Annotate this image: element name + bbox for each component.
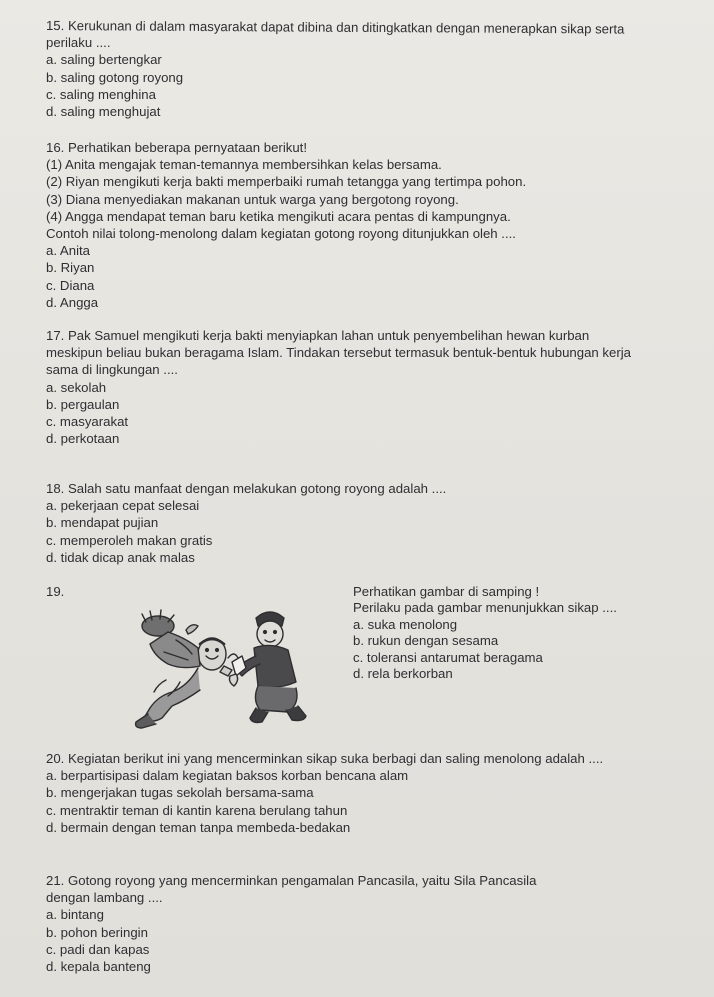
helping-illustration (128, 596, 328, 736)
question-15-option-d: d. saling menghujat (46, 104, 161, 120)
question-19-option-b: b. rukun dengan sesama (353, 633, 499, 649)
question-19-option-c: c. toleransi antarumat beragama (353, 649, 543, 665)
question-19-option-a: a. suka menolong (353, 616, 458, 632)
question-19-instruction: Perhatikan gambar di samping ! (353, 584, 540, 599)
question-16-statement-1: (1) Anita mengajak teman-temannya membersihkan kelas bersama. (46, 157, 442, 173)
question-20-stem: 20. Kegiatan berikut ini yang mencerminkan sikap suka berbagi dan saling menolong adalah .... (46, 751, 604, 766)
question-16 (46, 139, 526, 311)
question-16-statement-2: (2) Riyan mengikuti kerja bakti memperbaiki rumah tetangga yang tertimpa pohon. (46, 174, 527, 190)
question-15-stem-line-2: perilaku .... (46, 35, 111, 51)
question-17-stem-line-1: 17. Pak Samuel mengikuti kerja bakti menyiapkan lahan untuk penyembelihan hewan kurban (46, 328, 590, 343)
question-17-stem-line-2: meskipun beliau bukan beragama Islam. Tindakan tersebut termasuk bentuk-bentuk hubungan kerja (46, 345, 632, 361)
question-21-option-c: c. padi dan kapas (46, 941, 150, 957)
question-16-option-a: a. Anita (46, 243, 90, 259)
question-15-option-b: b. saling gotong royong (46, 69, 184, 85)
question-21-stem-line-1: 21. Gotong royong yang mencerminkan pengamalan Pancasila, yaitu Sila Pancasila (46, 873, 537, 888)
question-16-statement-3: (3) Diana menyediakan makanan untuk warga yang bergotong royong. (46, 191, 459, 207)
question-16-option-d: d. Angga (46, 294, 99, 310)
question-19-option-d: d. rela berkorban (353, 666, 453, 682)
question-21-option-d: d. kepala banteng (46, 959, 151, 975)
question-20-option-a: a. berpartisipasi dalam kegiatan baksos korban bencana alam (46, 768, 409, 784)
question-15-stem-line-1: 15. Kerukunan di dalam masyarakat dapat dibina dan ditingkatkan dengan menerapkan sikap serta (45, 18, 625, 37)
question-18-option-d: d. tidak dicap anak malas (46, 549, 195, 565)
question-18-option-a: a. pekerjaan cepat selesai (46, 498, 200, 514)
question-18-option-b: b. mendapat pujian (46, 515, 159, 531)
question-16-option-b: b. Riyan (46, 260, 95, 276)
question-21-stem-line-2: dengan lambang .... (46, 890, 163, 906)
question-21 (46, 872, 536, 975)
question-21-option-a: a. bintang (46, 907, 104, 923)
question-19-question: Perilaku pada gambar menunjukkan sikap .... (353, 600, 617, 616)
question-17-stem-line-3: sama di lingkungan .... (46, 362, 178, 378)
question-16-option-c: c. Diana (46, 277, 95, 293)
question-17-option-d: d. perkotaan (46, 431, 120, 447)
question-16-stem: 16. Perhatikan beberapa pernyataan berikut! (46, 140, 308, 155)
question-18 (46, 480, 446, 566)
question-20 (46, 750, 603, 836)
question-20-option-c: c. mentraktir teman di kantin karena berulang tahun (46, 802, 348, 818)
question-16-question: Contoh nilai tolong-menolong dalam kegiatan gotong royong ditunjukkan oleh .... (46, 226, 516, 242)
question-18-option-c: c. memperoleh makan gratis (46, 532, 213, 548)
question-17-option-c: c. masyarakat (46, 414, 129, 430)
question-17 (46, 327, 631, 447)
question-19-text (353, 584, 617, 682)
question-15-option-a: a. saling bertengkar (46, 52, 162, 68)
question-17-option-a: a. sekolah (46, 379, 107, 395)
question-15 (46, 17, 624, 120)
question-17-option-b: b. pergaulan (46, 396, 120, 412)
question-21-option-b: b. pohon beringin (46, 924, 148, 940)
question-20-option-b: b. mengerjakan tugas sekolah bersama-sama (46, 785, 314, 801)
question-18-stem: 18. Salah satu manfaat dengan melakukan gotong royong adalah .... (46, 481, 447, 496)
question-16-statement-4: (4) Angga mendapat teman baru ketika mengikuti acara pentas di kampungnya. (46, 208, 511, 224)
question-15-option-c: c. saling menghina (46, 86, 156, 102)
question-20-option-d: d. bermain dengan teman tanpa membeda-bedakan (46, 819, 351, 835)
question-19-number: 19. (46, 584, 65, 599)
